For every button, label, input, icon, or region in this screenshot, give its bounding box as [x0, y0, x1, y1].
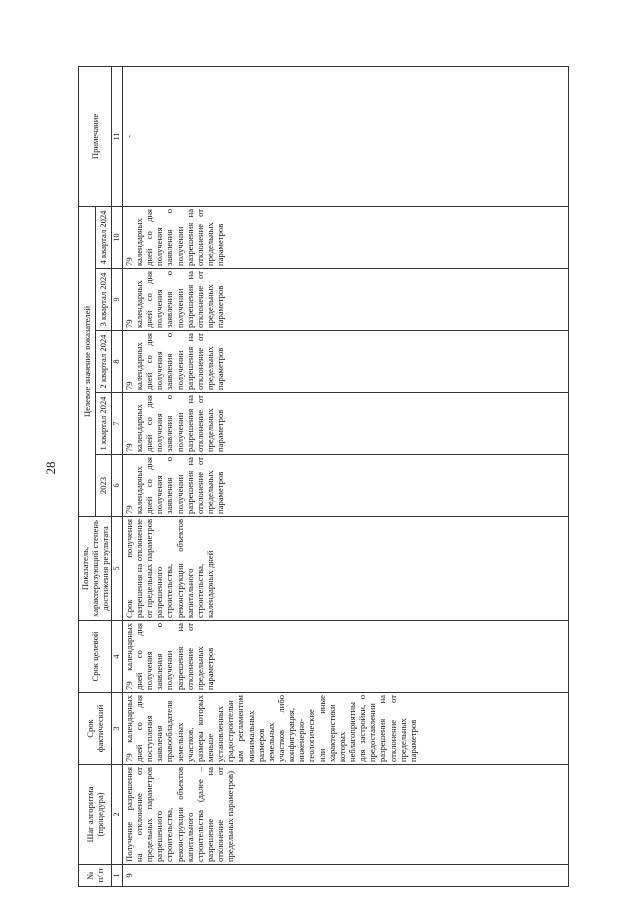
col-number-cell: 6 [112, 455, 122, 517]
header-target-values: Целевое значение показателей [79, 206, 96, 516]
col-number-cell: 4 [112, 621, 122, 693]
rotated-table-container [78, 67, 562, 887]
header-target-term: Срок целевой [79, 621, 112, 693]
col-number-cell: 8 [112, 331, 122, 393]
header-row-1 [79, 66, 96, 886]
col-number-cell: 11 [112, 66, 122, 206]
row-note: - [122, 66, 568, 206]
header-q3-2024: 3 квартал 2024 [95, 269, 112, 331]
row-value-q2: 79 календарных дней со дня получения заявления о получении разрешения на отклонение от предельных параметров [122, 331, 568, 393]
row-step: Получение разрешения на отклонение от предельных параметров разрешенного строительства, реконструкции объектов капитального строительства (далее – разрешение на отклонение от предельных параметров) [122, 765, 568, 865]
header-actual-term: Срок фактический [79, 693, 112, 765]
row-target-term: 79 календарных дней со дня получения заявления о получении разрешения на отклонение от предельных параметров [122, 621, 568, 693]
header-q2-2024: 2 квартал 2024 [95, 331, 112, 393]
row-value-2023: 79 календарных дней со дня получения заявления о получении разрешения на отклонение от предельных параметров [122, 455, 568, 517]
col-number-cell: 10 [112, 206, 122, 268]
header-step: Шаг алгоритма (процедура) [79, 765, 112, 865]
row-number: 9 [122, 865, 568, 887]
row-value-q3: 79 календарных дней со дня получения заявления о получении разрешения на отклонение от предельных параметров [122, 269, 568, 331]
header-indicator: Показатель, характеризующий степень достижения результата [79, 517, 112, 621]
col-number-cell: 1 [112, 865, 122, 887]
column-number-row [112, 66, 122, 886]
col-number-cell: 5 [112, 517, 122, 621]
row-actual-term: 79 календарных дней со дня поступления заявления правообладателя земельных участков, размеры которых меньше установленных градостроительным регламентом минимальных размеров земельных участков либо конфигурация, инженерно-геологические или иные характеристики которых неблагоприятны для застройки, о предоставлении разрешения на отклонение от предельных параметров [122, 693, 568, 765]
header-note: Примечание [79, 66, 112, 206]
row-indicator: Срок получения разрешения на отклонение от предельных параметров разрешенного строительства, реконструкции объектов капитального строительства, календарных дней [122, 517, 568, 621]
row-value-q4: 79 календарных дней со дня получения заявления о получении разрешения на отклонение от предельных параметров [122, 206, 568, 268]
header-q1-2024: 1 квартал 2024 [95, 393, 112, 455]
header-q4-2024: 4 квартал 2024 [95, 206, 112, 268]
col-number-cell: 9 [112, 269, 122, 331]
col-number-cell: 2 [112, 765, 122, 865]
header-number: № п/ п [79, 865, 112, 887]
col-number-cell: 7 [112, 393, 122, 455]
row-value-q1: 79 календарных дней со дня получения заявления о получении разрешения на отклонение от предельных параметров [122, 393, 568, 455]
table-row [122, 66, 568, 886]
header-2023: 2023 [95, 455, 112, 517]
col-number-cell: 3 [112, 693, 122, 765]
page-number: 28 [43, 461, 58, 475]
algorithm-table [78, 66, 569, 887]
